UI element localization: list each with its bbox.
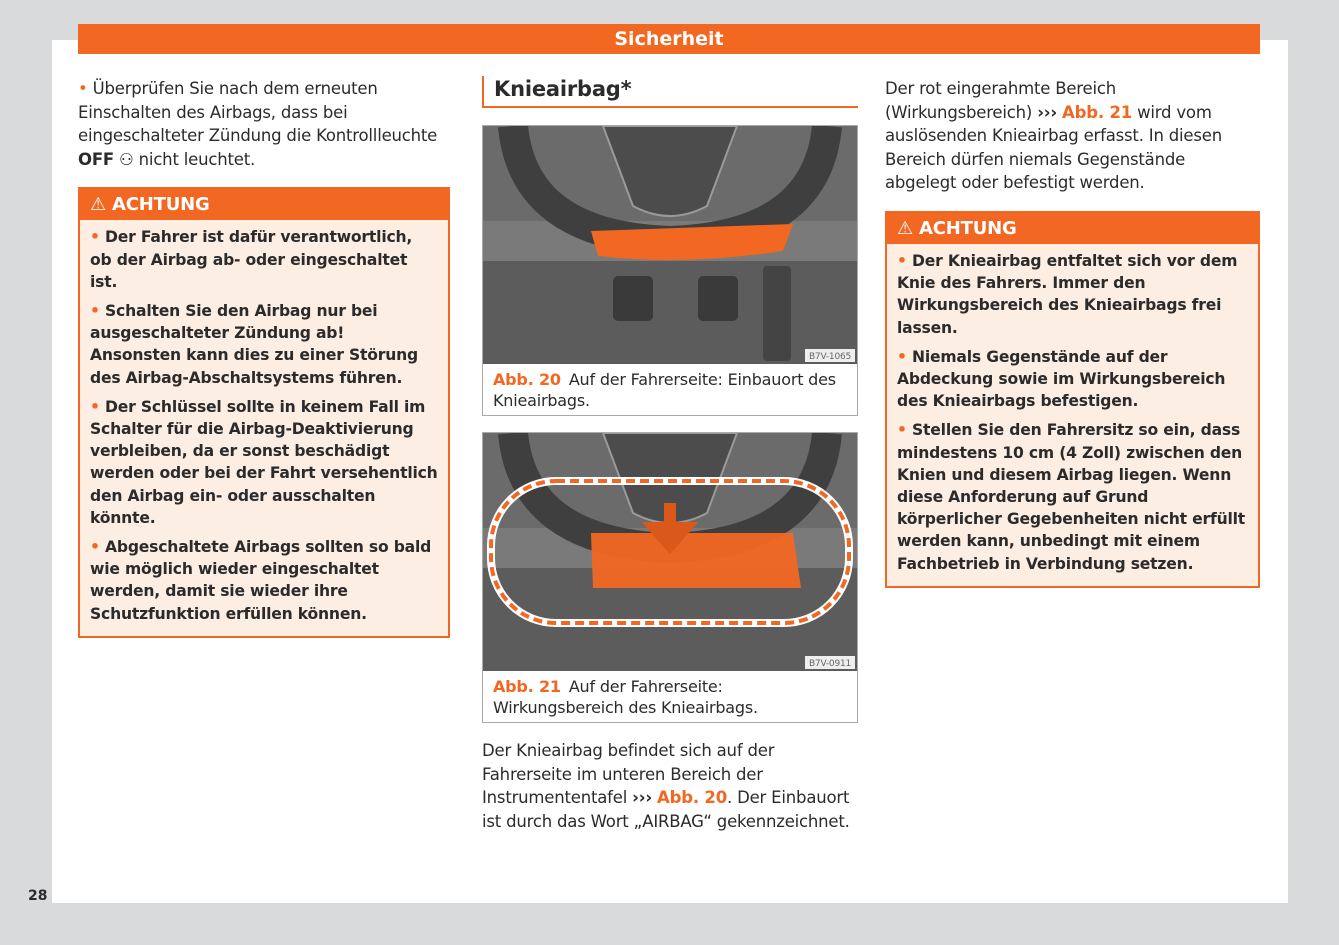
intro-text: Überprüfen Sie nach dem erneuten Einschalten des Airbags, dass bei eingeschalteter Zündung die Kontrollleuchte [78,79,438,146]
figure-code: B7V-1065 [808,352,852,362]
knee-airbag-zone-illustration [483,433,857,671]
airbag-off-icon: ⚇ [119,149,134,169]
right-column [885,77,1260,588]
warning-box [78,187,450,637]
warning-title: ACHTUNG [919,217,1017,239]
knee-airbag-location-illustration [483,126,857,364]
figure-link[interactable]: Abb. 21 [1062,102,1133,122]
warning-item: • Der Fahrer ist dafür verantwortlich, ob der Airbag ab- oder eingeschaltet ist. [90,228,413,291]
warning-box [885,211,1260,588]
intro-text-end: nicht leuchtet. [138,149,256,169]
bullet-icon: • [78,79,88,98]
figure-20 [482,125,858,416]
warning-item: • Der Knieairbag entfaltet sich vor dem Knie des Fahrers. Immer den Wirkungsbereich des Knieairbags frei lassen. [897,251,1238,337]
warning-item: • Der Schlüssel sollte in keinem Fall im Schalter für die Airbag-Deaktivierung verbleiben, da er sonst beschädigt werden oder bei der Fahrt versehentlich den Airbag ein- oder ausschalten könnte. [90,397,438,527]
section-heading: Knieairbag* [482,76,858,108]
warning-item: • Niemals Gegenstände auf der Abdeckung sowie im Wirkungsbereich des Knieairbags befestigen. [897,347,1226,411]
body-paragraph: Der rot eingerahmte Bereich (Wirkungsbereich) ››› Abb. 21 wird vom auslösenden Knieairbag erfasst. In diesen Bereich dürfen niemals Gegenstände abgelegt oder befestigt werden. [885,79,1222,193]
body-paragraph: Der Knieairbag befindet sich auf der Fahrerseite im unteren Bereich der Instrumententafel ››› Abb. 20. Der Einbauort ist durch das Wort „AIRBAG“ gekennzeichnet. [482,741,850,831]
warning-title: ACHTUNG [112,194,210,216]
figure-caption: Abb. 20 Auf der Fahrerseite: Einbauort des Knieairbags. [493,370,836,410]
figure-code: B7V-0911 [808,659,852,669]
warning-item: • Schalten Sie den Airbag nur bei ausgeschalteter Zündung ab! Ansonsten kann dies zu einer Störung des Airbag-Abschaltsystems führen. [90,301,419,387]
warning-triangle-icon: ⚠ [897,217,913,239]
warning-item: • Abgeschaltete Airbags sollten so bald wie möglich wieder eingeschaltet werden, damit sie wieder ihre Schutzfunktion erfüllen können. [90,538,432,623]
figure-21 [482,432,858,723]
page-number: 28 [28,888,48,904]
warning-header [887,213,1258,244]
warning-header [80,189,448,220]
middle-column [482,76,858,833]
figure-caption: Abb. 21 Auf der Fahrerseite: Wirkungsbereich des Knieairbags. [493,677,758,717]
intro-paragraph [78,77,450,171]
off-indicator: OFF [78,149,114,169]
warning-triangle-icon: ⚠ [90,194,106,216]
section-header: Sicherheit [78,24,1260,54]
left-column [78,77,450,638]
figure-link[interactable]: Abb. 20 [657,788,727,808]
warning-item: • Stellen Sie den Fahrersitz so ein, dass mindestens 10 cm (4 Zoll) zwischen den Knien und diesem Airbag liegen. Wenn diese Anforderung auf Grund körperlicher Gegebenheiten nicht erfüllt werden kann, unbedingt mit einem Fachbetrieb in Verbindung setzen. [897,421,1246,573]
